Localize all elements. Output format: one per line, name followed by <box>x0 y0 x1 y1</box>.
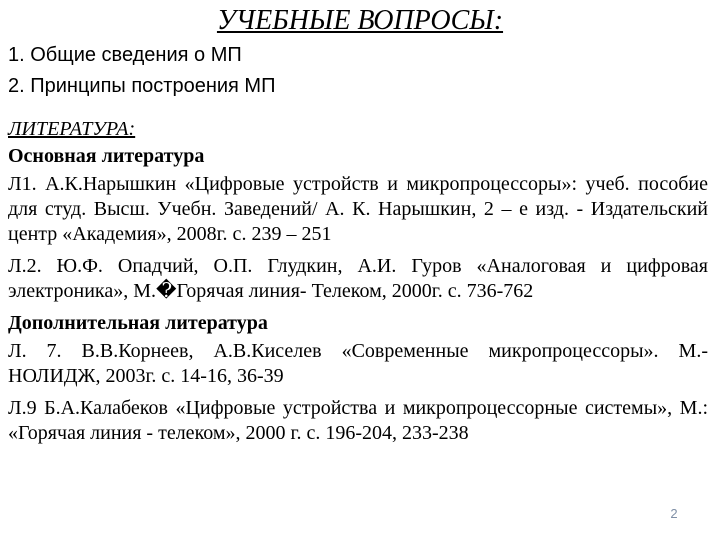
page-number: 2 <box>670 506 678 521</box>
study-question-1: 1. Общие сведения о МП <box>8 44 242 66</box>
reference-l2: Л.2. Ю.Ф. Опадчий, О.П. Глудкин, А.И. Гуров «Аналоговая и цифровая электроника», М.�Горячая линия- Телеком, 2000г. с. 736-762 <box>8 255 708 302</box>
study-questions-list <box>8 40 712 102</box>
reference-l1: Л1. А.К.Нарышкин «Цифровые устройств и микропроцессоры»: учеб. пособие для студ. Высш. Учебн. Заведений/ А. К. Нарышкин, 2 – е изд. - Издательский центр «Академия», 2008г. с. 239 – 251 <box>8 173 708 245</box>
main-literature-heading: Основная литература <box>8 145 205 167</box>
extra-literature-heading: Дополнительная литература <box>8 312 268 334</box>
literature-title: ЛИТЕРАТУРА: <box>8 118 136 140</box>
reference-l9: Л.9 Б.А.Калабеков «Цифровые устройства и микропроцессорные системы», М.: «Горячая линия - телеком», 2000 г. с. 196-204, 233-238 <box>8 397 708 444</box>
slide-title: УЧЕБНЫЕ ВОПРОСЫ: <box>216 5 504 36</box>
study-question-2: 2. Принципы построения МП <box>8 75 276 97</box>
reference-l7: Л. 7. В.В.Корнеев, А.В.Киселев «Современные микропроцессоры». М.- НОЛИДЖ, 2003г. с. 14-16, 36-39 <box>8 340 708 387</box>
literature-section <box>8 117 708 453</box>
